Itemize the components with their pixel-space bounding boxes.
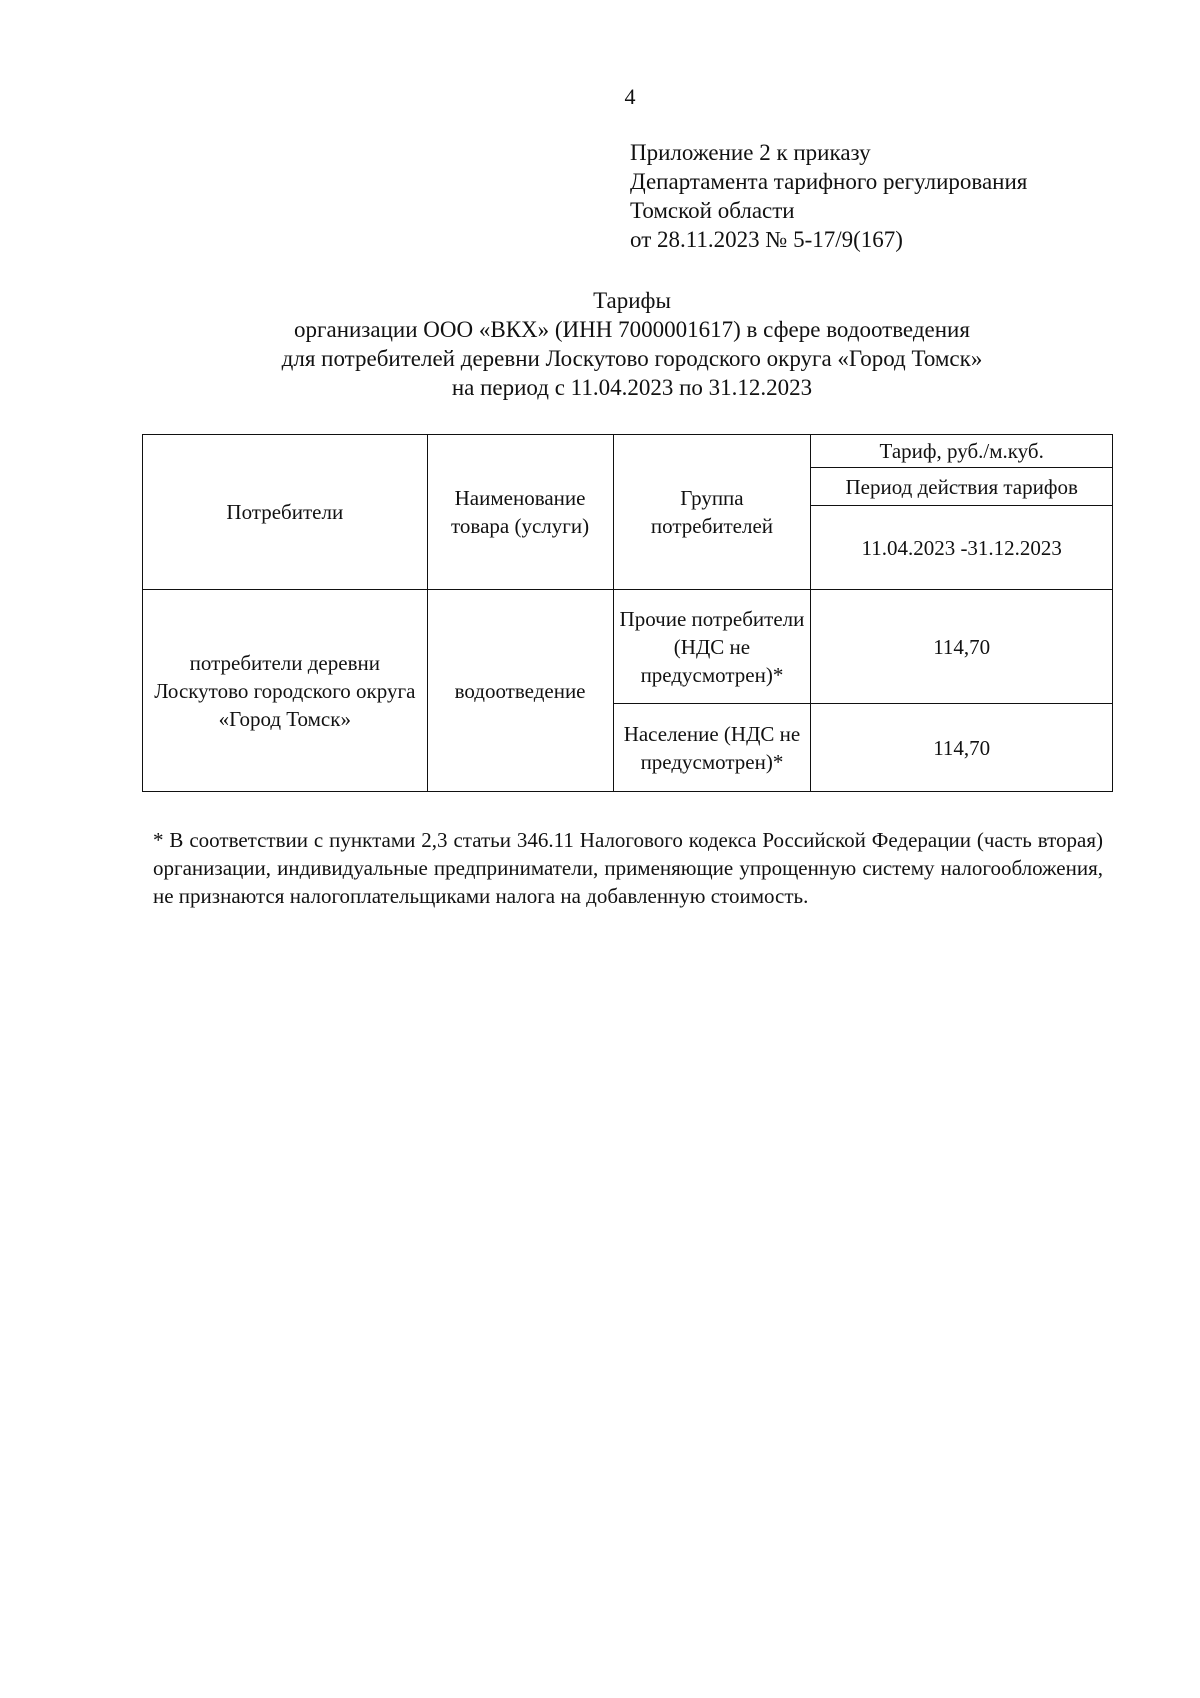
cell-tariff: 114,70 <box>811 590 1113 704</box>
header-period: 11.04.2023 -31.12.2023 <box>811 506 1113 590</box>
header-group: Группа потребителей <box>613 435 811 590</box>
title-line: организации ООО «ВКХ» (ИНН 7000001617) в сфере водоотведения <box>294 317 970 342</box>
cell-consumers: потребители деревни Лоскутово городского округа «Город Томск» <box>143 590 428 792</box>
appendix-line: Департамента тарифного регулирования <box>630 169 1028 194</box>
appendix-line: Томской области <box>630 198 795 223</box>
cell-group: Прочие потребители (НДС не предусмотрен)* <box>613 590 811 704</box>
cell-product: водоотведение <box>427 590 613 792</box>
cell-group: Население (НДС не предусмотрен)* <box>613 704 811 792</box>
page-number: 4 <box>624 84 636 109</box>
header-consumers: Потребители <box>143 435 428 590</box>
table-row <box>143 590 1113 704</box>
header-tariff-unit: Тариф, руб./м.куб. <box>811 435 1113 468</box>
appendix-reference <box>630 138 1027 254</box>
title-line: на период с 11.04.2023 по 31.12.2023 <box>451 375 813 400</box>
header-product: Наименование товара (услуги) <box>427 435 613 590</box>
title-line: Тарифы <box>593 288 671 313</box>
title-line: для потребителей деревни Лоскутово городского округа «Город Томск» <box>281 346 983 371</box>
footnote: * В соответствии с пунктами 2,3 статьи 346.11 Налогового кодекса Российской Федерации (часть вторая) организации, индивидуальные предприниматели, применяющие упрощенную систему налогообложения, не признаются налогоплательщиками налога на добавленную стоимость. <box>153 828 1103 908</box>
tariff-table <box>142 434 1113 792</box>
appendix-line: Приложение 2 к приказу <box>630 140 871 165</box>
header-period-label: Период действия тарифов <box>811 468 1113 506</box>
document-title <box>132 286 1132 402</box>
table-header-row <box>143 435 1113 468</box>
cell-tariff: 114,70 <box>811 704 1113 792</box>
appendix-line: от 28.11.2023 № 5-17/9(167) <box>630 227 903 252</box>
